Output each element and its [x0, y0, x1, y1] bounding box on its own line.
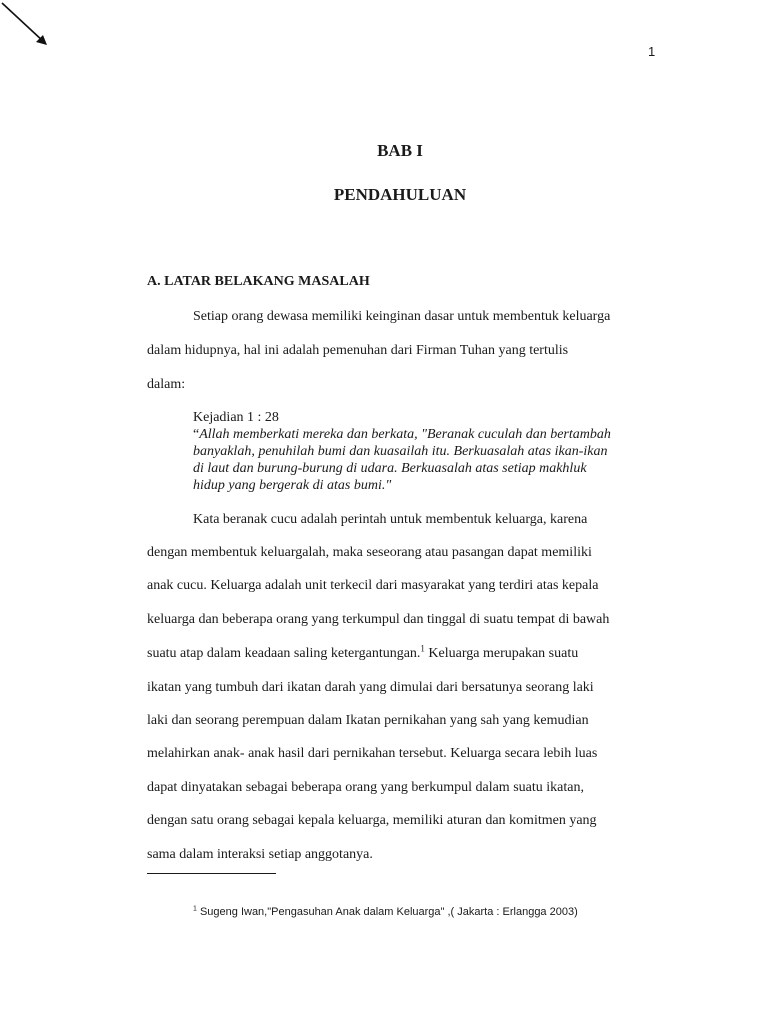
- footnote-marker: 1: [193, 905, 197, 913]
- quote-line: hidup yang bergerak di atas bumi.": [193, 478, 392, 493]
- paragraph-line: dengan satu orang sebagai kepala keluarga, memiliki aturan dan komitmen yang: [147, 813, 597, 828]
- paragraph-line: keluarga dan beberapa orang yang terkumpul dan tinggal di suatu tempat di bawah: [147, 612, 610, 627]
- corner-arrow-icon: [0, 0, 50, 50]
- paragraph-line: ikatan yang tumbuh dari ikatan darah yang dimulai dari bersatunya seorang laki: [147, 680, 594, 695]
- footnote: [193, 906, 578, 918]
- footnote-separator: [147, 873, 276, 874]
- paragraph-line: anak cucu. Keluarga adalah unit terkecil dari masyarakat yang terdiri atas kepala: [147, 578, 599, 593]
- paragraph-line: dalam:: [147, 377, 186, 392]
- paragraph-line: Kata beranak cucu adalah perintah untuk membentuk keluarga, karena: [193, 512, 588, 527]
- footnote-text: Sugeng Iwan,"Pengasuhan Anak dalam Keluarga" ,( Jakarta : Erlangga 2003): [196, 906, 578, 918]
- footnote-reference[interactable]: 1: [420, 643, 425, 654]
- paragraph-text: Keluarga merupakan suatu: [424, 646, 579, 661]
- quote-line: [193, 426, 611, 443]
- paragraph-line: [147, 643, 579, 662]
- quote-line: di laut dan burung-burung di udara. Berkuasalah atas setiap makhluk: [193, 461, 587, 476]
- paragraph-line: dengan membentuk keluargalah, maka seseorang atau pasangan dapat memiliki: [147, 545, 592, 560]
- quote-text: Allah memberkati mereka dan berkata, "Beranak cuculah dan bertambah: [199, 427, 611, 442]
- paragraph-line: laki dan seorang perempuan dalam Ikatan pernikahan yang sah yang kemudian: [147, 713, 589, 728]
- paragraph-line: sama dalam interaksi setiap anggotanya.: [147, 847, 373, 862]
- chapter-number: BAB I: [377, 141, 423, 160]
- section-heading: A. LATAR BELAKANG MASALAH: [147, 274, 370, 289]
- paragraph-line: dalam hidupnya, hal ini adalah pemenuhan dari Firman Tuhan yang tertulis: [147, 343, 569, 358]
- quote-reference: Kejadian 1 : 28: [193, 410, 279, 425]
- paragraph-text: suatu atap dalam keadaan saling ketergantungan.: [147, 646, 421, 661]
- quote-open-mark: “: [193, 427, 200, 442]
- quote-line: banyaklah, penuhilah bumi dan kuasailah itu. Berkuasalah atas ikan-ikan: [193, 444, 608, 459]
- paragraph-line: melahirkan anak- anak hasil dari pernikahan tersebut. Keluarga secara lebih luas: [147, 746, 598, 761]
- page-number: 1: [648, 44, 656, 59]
- chapter-title: PENDAHULUAN: [333, 185, 467, 204]
- paragraph-line: Setiap orang dewasa memiliki keinginan dasar untuk membentuk keluarga: [193, 309, 611, 324]
- paragraph-line: dapat dinyatakan sebagai beberapa orang yang berkumpul dalam suatu ikatan,: [147, 780, 584, 795]
